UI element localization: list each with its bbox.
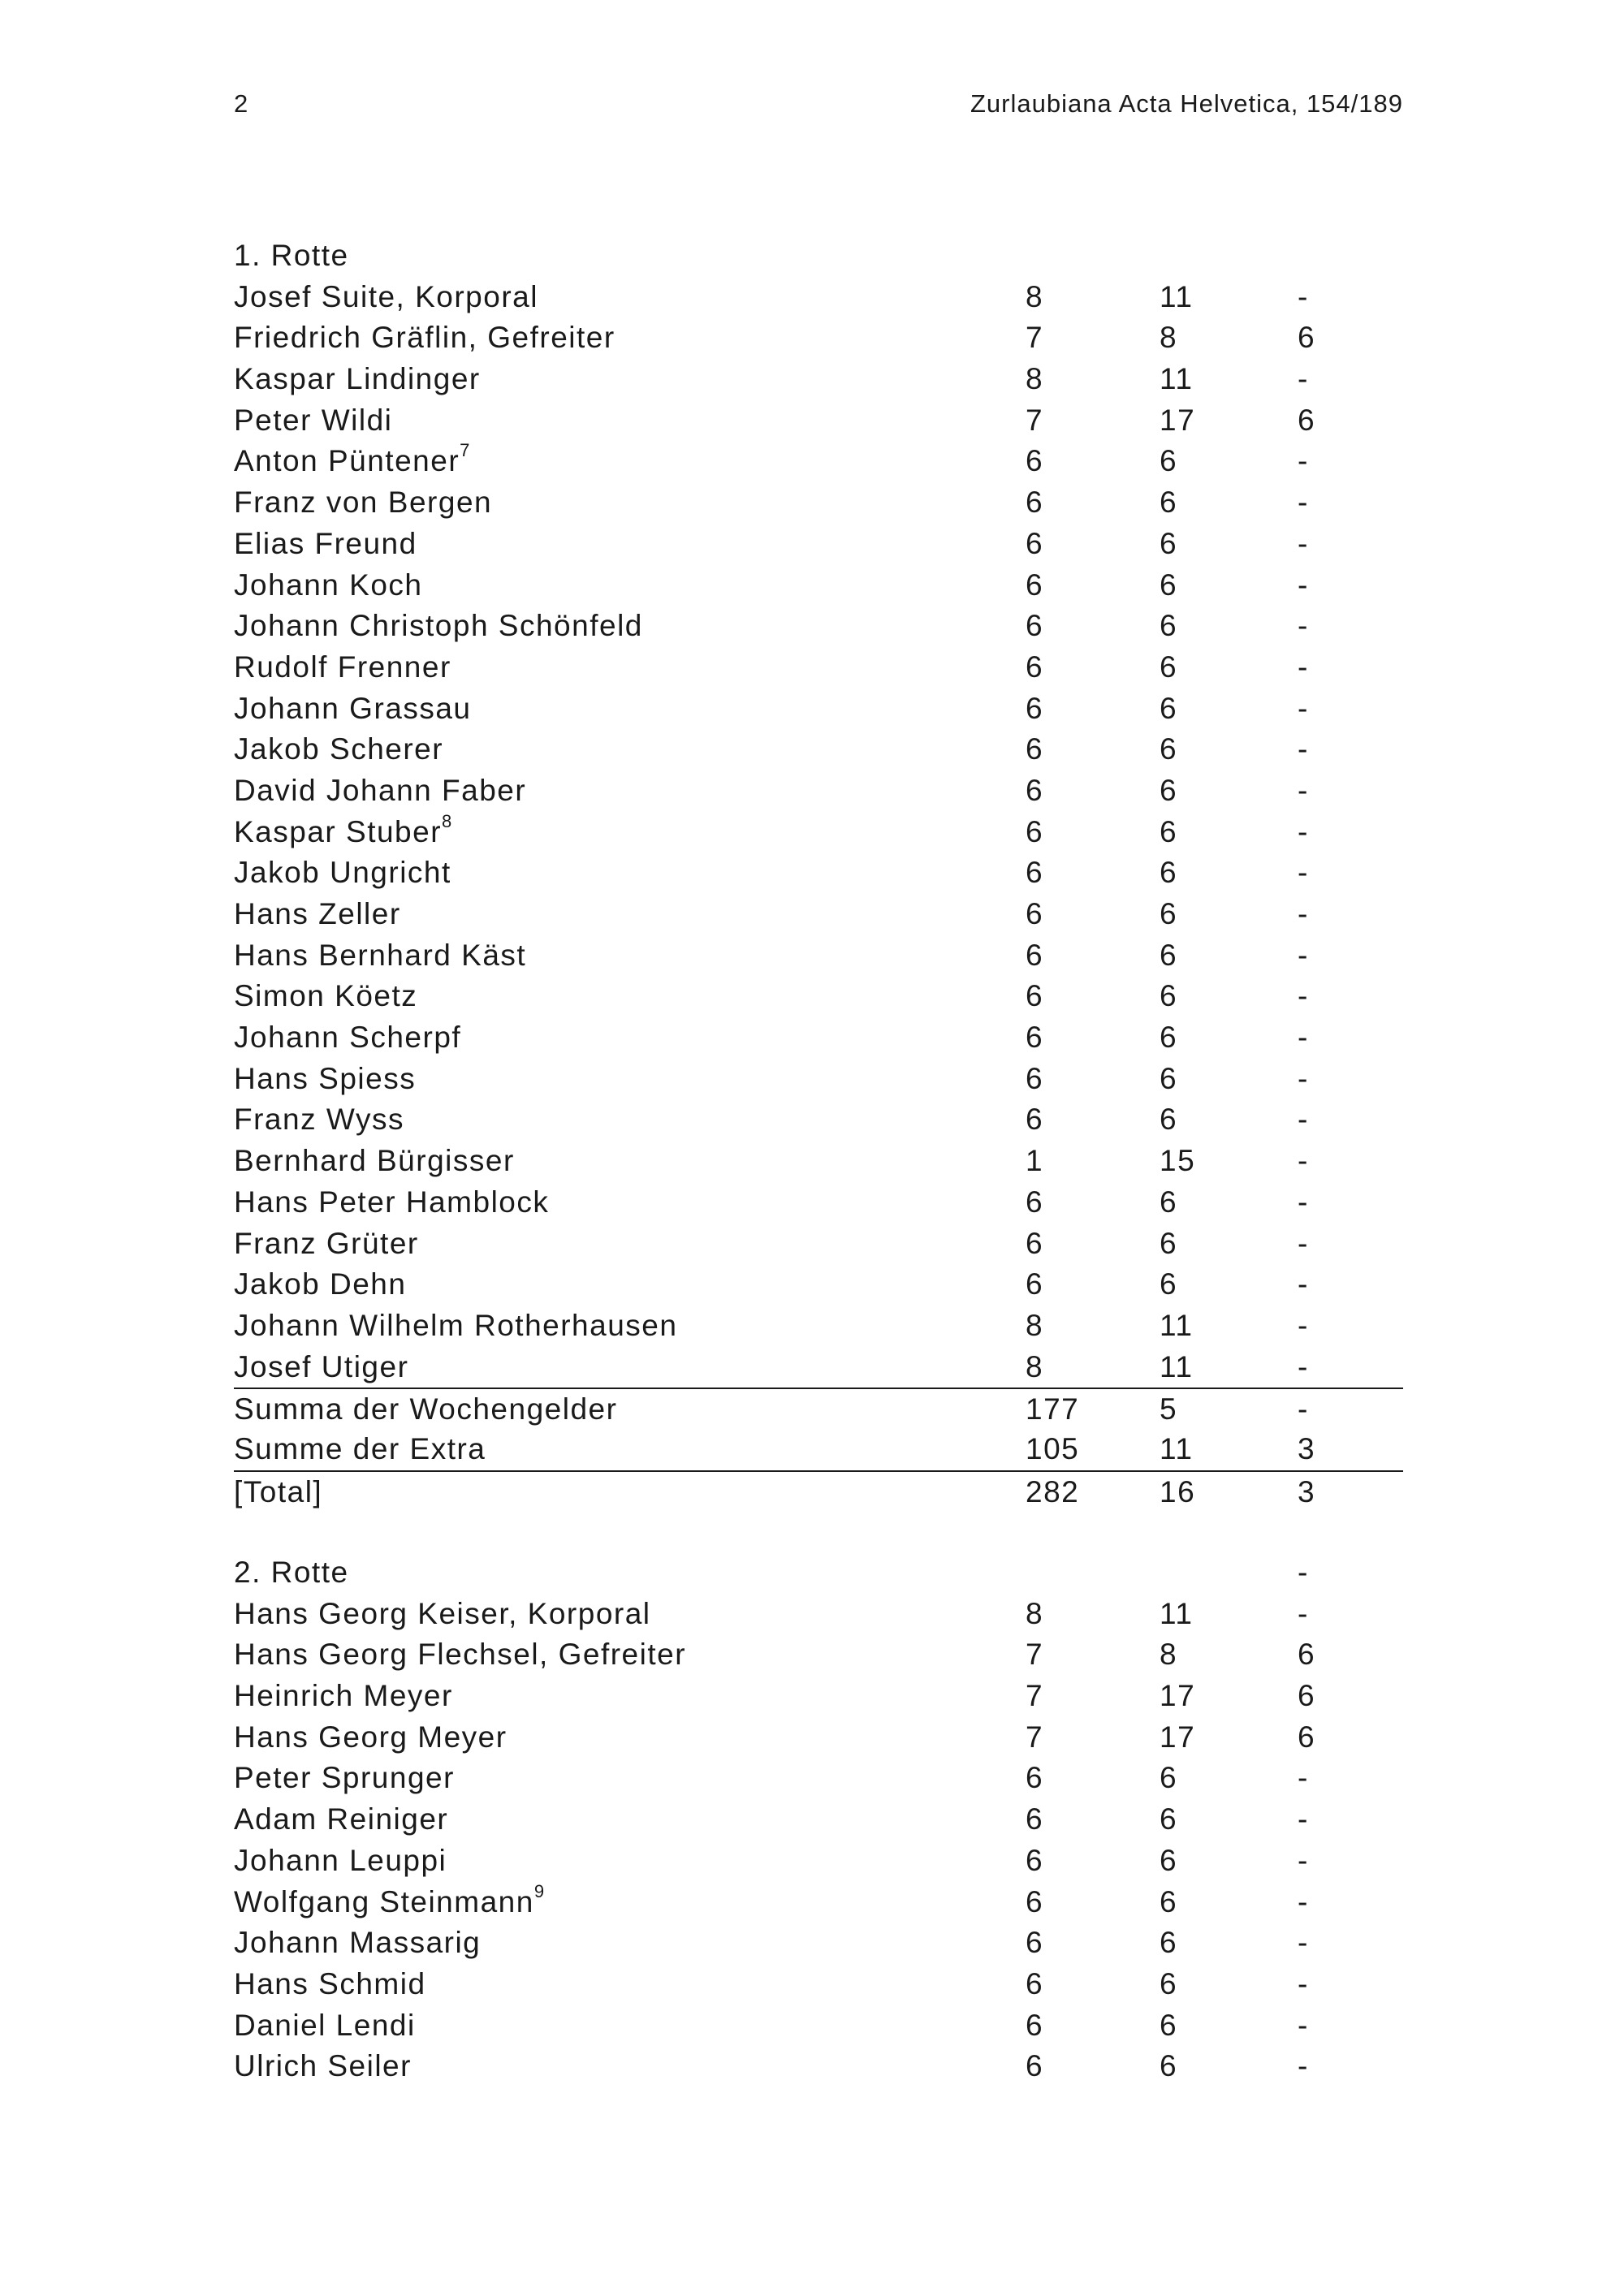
ledger-row <box>234 935 1403 977</box>
person-name-text: Johann Massarig <box>234 1926 482 1960</box>
ledger-row <box>234 1758 1403 1799</box>
value-column-2: 6 <box>1160 773 1178 807</box>
total-column-1: 105 <box>1026 1431 1080 1465</box>
person-name-text: Elias Freund <box>234 526 417 560</box>
value-column-1: 6 <box>1026 1802 1044 1836</box>
person-name-text: Heinrich Meyer <box>234 1679 453 1713</box>
ledger-row <box>234 1882 1403 1923</box>
value-column-1: 6 <box>1026 814 1044 848</box>
ledger-row <box>234 277 1403 318</box>
ledger-row <box>234 1841 1403 1882</box>
value-column-3: 6 <box>1298 1720 1316 1754</box>
value-column-3: - <box>1298 1308 1309 1342</box>
section-heading <box>234 1552 1403 1594</box>
value-column-1: 6 <box>1026 2008 1044 2042</box>
person-name-text: Friedrich Gräflin, Gefreiter <box>234 321 615 355</box>
person-name <box>234 1634 686 1676</box>
value-column-2: 17 <box>1160 403 1196 437</box>
ledger-row <box>234 770 1403 812</box>
footnote-marker: 7 <box>460 440 470 461</box>
value-column-1: 6 <box>1026 732 1044 766</box>
person-name-text: Daniel Lendi <box>234 2008 416 2042</box>
value-column-2: 6 <box>1160 814 1178 848</box>
value-column-3: - <box>1298 1966 1309 2000</box>
value-column-2: 6 <box>1160 444 1178 478</box>
ledger-row <box>234 1676 1403 1717</box>
value-column-1: 8 <box>1026 1596 1044 1630</box>
value-column-3: - <box>1298 444 1309 478</box>
value-column-3: 6 <box>1298 403 1316 437</box>
value-column-1: 7 <box>1026 1679 1044 1713</box>
value-column-1: 6 <box>1026 526 1044 560</box>
ledger-row <box>234 647 1403 688</box>
section-title: 2. Rotte <box>234 1556 349 1589</box>
value-column-3: 6 <box>1298 1638 1316 1672</box>
value-column-1: 6 <box>1026 691 1044 725</box>
person-name <box>234 688 472 730</box>
value-column-3: - <box>1298 650 1309 684</box>
value-column-1: 6 <box>1026 938 1044 972</box>
value-column-1: 6 <box>1026 856 1044 890</box>
ledger-row <box>234 1182 1403 1224</box>
page-header <box>234 89 1403 130</box>
value-column-1: 6 <box>1026 1926 1044 1960</box>
person-name-text: Johann Wilhelm Rotherhausen <box>234 1308 678 1342</box>
person-name-text: Simon Köetz <box>234 979 418 1013</box>
value-column-3: - <box>1298 568 1309 602</box>
total-label: Summe der Extra <box>234 1431 486 1465</box>
total-column-3: - <box>1298 1392 1309 1426</box>
person-name-text: Jakob Scherer <box>234 732 444 766</box>
ledger-row <box>234 729 1403 770</box>
ledger-row <box>234 441 1403 482</box>
value-column-1: 8 <box>1026 279 1044 313</box>
value-column-3: - <box>1298 609 1309 643</box>
person-name-text: Johann Koch <box>234 568 423 602</box>
value-column-3: - <box>1298 773 1309 807</box>
ledger-row <box>234 359 1403 400</box>
ledger-row <box>234 1017 1403 1059</box>
value-column-3: - <box>1298 1926 1309 1960</box>
running-title: Zurlaubiana Acta Helvetica, 154/189 <box>970 89 1403 118</box>
ledger-row <box>234 2005 1403 2047</box>
ledger-row <box>234 1799 1403 1841</box>
value-column-2: 6 <box>1160 1185 1178 1219</box>
value-column-1: 7 <box>1026 1720 1044 1754</box>
person-name-text: Rudolf Frenner <box>234 650 451 684</box>
person-name-text: Johann Scherpf <box>234 1021 462 1055</box>
ledger-row <box>234 2046 1403 2087</box>
value-column-3: - <box>1298 897 1309 930</box>
value-column-2: 6 <box>1160 2008 1178 2042</box>
value-column-3: - <box>1298 486 1309 520</box>
page-number: 2 <box>234 89 249 118</box>
person-name-text: Jakob Ungricht <box>234 856 451 890</box>
value-column-1: 6 <box>1026 1103 1044 1137</box>
value-column-1: 8 <box>1026 362 1044 396</box>
ledger-row <box>234 812 1403 853</box>
value-column-2: 6 <box>1160 486 1178 520</box>
value-column-2: 11 <box>1160 1596 1194 1630</box>
value-column-1: 8 <box>1026 1308 1044 1342</box>
person-name <box>234 1017 461 1059</box>
person-name-text: David Johann Faber <box>234 773 527 807</box>
person-name-text: Johann Leuppi <box>234 1843 447 1877</box>
person-name-text: Hans Bernhard Käst <box>234 938 527 972</box>
total-row <box>234 1388 1403 1429</box>
person-name <box>234 1841 447 1882</box>
value-column-2: 8 <box>1160 1638 1178 1672</box>
person-name <box>234 894 401 935</box>
person-name-text: Josef Suite, Korporal <box>234 279 538 313</box>
value-column-3: - <box>1298 691 1309 725</box>
value-column-2: 6 <box>1160 938 1178 972</box>
value-column-2: 11 <box>1160 279 1194 313</box>
value-column-2: 6 <box>1160 1802 1178 1836</box>
person-name-text: Franz Wyss <box>234 1103 404 1137</box>
section-spacer <box>234 1511 1403 1552</box>
value-column-1: 6 <box>1026 773 1044 807</box>
value-column-2: 6 <box>1160 1761 1178 1795</box>
value-column-2: 6 <box>1160 1966 1178 2000</box>
person-name <box>234 1099 404 1141</box>
person-name-text: Adam Reiniger <box>234 1802 449 1836</box>
value-column-1: 6 <box>1026 979 1044 1013</box>
value-column-3: - <box>1298 1884 1309 1918</box>
value-column-1: 6 <box>1026 1226 1044 1260</box>
value-column-1: 8 <box>1026 1349 1044 1383</box>
value-column-2: 6 <box>1160 856 1178 890</box>
section-heading <box>234 235 1403 277</box>
person-name <box>234 1224 419 1265</box>
total-column-2: 16 <box>1160 1474 1196 1508</box>
value-column-2: 6 <box>1160 1103 1178 1137</box>
value-column-3: - <box>1298 1596 1309 1630</box>
person-name <box>234 1964 426 2005</box>
value-column-3: - <box>1298 1061 1309 1095</box>
person-name <box>234 359 481 400</box>
value-column-3: - <box>1298 1144 1309 1178</box>
ledger-row <box>234 1224 1403 1265</box>
value-column-1: 7 <box>1026 321 1044 355</box>
person-name <box>234 565 423 606</box>
value-column-3: - <box>1298 938 1309 972</box>
ledger-row <box>234 524 1403 565</box>
value-column-1: 6 <box>1026 568 1044 602</box>
total-row <box>234 1470 1403 1512</box>
value-column-1: 6 <box>1026 1761 1044 1795</box>
value-column-1: 6 <box>1026 1966 1044 2000</box>
value-column-1: 6 <box>1026 1843 1044 1877</box>
person-name-text: Josef Utiger <box>234 1349 409 1383</box>
person-name-text: Hans Georg Meyer <box>234 1720 508 1754</box>
person-name <box>234 2046 412 2087</box>
value-column-3: - <box>1298 1802 1309 1836</box>
value-column-3: - <box>1298 1843 1309 1877</box>
person-name <box>234 812 451 853</box>
person-name <box>234 606 643 647</box>
value-column-1: 6 <box>1026 2049 1044 2083</box>
person-name <box>234 277 538 318</box>
ledger-row <box>234 1347 1403 1388</box>
value-column-2: 6 <box>1160 1926 1178 1960</box>
value-column-2: 6 <box>1160 650 1178 684</box>
person-name <box>234 317 615 359</box>
person-name-text: Franz Grüter <box>234 1226 419 1260</box>
value-column-3: - <box>1298 979 1309 1013</box>
value-column-3: - <box>1298 1226 1309 1260</box>
value-column-2: 6 <box>1160 609 1178 643</box>
value-column-1: 6 <box>1026 650 1044 684</box>
total-label: Summa der Wochengelder <box>234 1392 618 1426</box>
person-name-text: Hans Peter Hamblock <box>234 1185 550 1219</box>
ledger-row <box>234 1594 1403 1635</box>
section-heading-mark: - <box>1298 1556 1309 1589</box>
value-column-3: - <box>1298 1185 1309 1219</box>
ledger-row <box>234 1306 1403 1347</box>
person-name <box>234 1923 481 1964</box>
value-column-2: 17 <box>1160 1679 1196 1713</box>
person-name <box>234 729 443 770</box>
value-column-2: 6 <box>1160 526 1178 560</box>
value-column-2: 11 <box>1160 1349 1194 1383</box>
person-name <box>234 1347 408 1388</box>
footnote-marker: 8 <box>442 810 452 831</box>
person-name-text: Hans Schmid <box>234 1966 426 2000</box>
person-name-text: Kaspar Stuber <box>234 814 443 848</box>
total-row <box>234 1429 1403 1470</box>
value-column-3: - <box>1298 526 1309 560</box>
total-column-3: 3 <box>1298 1474 1316 1508</box>
total-column-1: 282 <box>1026 1474 1080 1508</box>
person-name-text: Wolfgang Steinmann <box>234 1884 534 1918</box>
ledger-row <box>234 1964 1403 2005</box>
value-column-1: 6 <box>1026 1185 1044 1219</box>
section-title: 1. Rotte <box>234 239 349 272</box>
ledger-row <box>234 1634 1403 1676</box>
footnote-marker: 9 <box>533 1880 545 1901</box>
value-column-3: - <box>1298 2049 1309 2083</box>
ledger-row <box>234 606 1403 647</box>
person-name <box>234 852 451 894</box>
value-column-1: 7 <box>1026 1638 1044 1672</box>
value-column-3: - <box>1298 1761 1309 1795</box>
person-name <box>234 647 451 688</box>
total-column-2: 11 <box>1160 1431 1194 1465</box>
total-label: [Total] <box>234 1474 323 1508</box>
value-column-3: - <box>1298 279 1309 313</box>
person-name-text: Hans Georg Flechsel, Gefreiter <box>234 1638 687 1672</box>
person-name <box>234 1059 416 1100</box>
ledger-table <box>234 235 1403 2087</box>
ledger-row <box>234 1717 1403 1759</box>
person-name <box>234 1594 651 1635</box>
value-column-1: 6 <box>1026 609 1044 643</box>
person-name-text: Peter Wildi <box>234 403 393 437</box>
person-name-text: Franz von Bergen <box>234 486 493 520</box>
value-column-2: 6 <box>1160 1021 1178 1055</box>
person-name <box>234 482 492 524</box>
person-name-text: Kaspar Lindinger <box>234 362 481 396</box>
value-column-1: 1 <box>1026 1144 1044 1178</box>
person-name <box>234 1882 544 1923</box>
person-name <box>234 400 392 442</box>
value-column-1: 7 <box>1026 403 1044 437</box>
value-column-3: - <box>1298 732 1309 766</box>
person-name <box>234 770 526 812</box>
person-name <box>234 1306 677 1347</box>
value-column-2: 8 <box>1160 321 1178 355</box>
value-column-2: 6 <box>1160 1843 1178 1877</box>
value-column-1: 6 <box>1026 1267 1044 1301</box>
value-column-3: - <box>1298 856 1309 890</box>
value-column-2: 11 <box>1160 1308 1194 1342</box>
person-name-text: Hans Georg Keiser, Korporal <box>234 1596 651 1630</box>
person-name <box>234 524 417 565</box>
value-column-3: - <box>1298 2008 1309 2042</box>
ledger-row <box>234 1264 1403 1306</box>
value-column-2: 6 <box>1160 1884 1178 1918</box>
person-name <box>234 1676 453 1717</box>
person-name <box>234 1264 406 1306</box>
person-name-text: Jakob Dehn <box>234 1267 407 1301</box>
person-name-text: Ulrich Seiler <box>234 2049 412 2083</box>
person-name <box>234 1799 448 1841</box>
person-name <box>234 2005 416 2047</box>
total-column-3: 3 <box>1298 1431 1316 1465</box>
value-column-2: 6 <box>1160 1061 1178 1095</box>
person-name-text: Anton Püntener <box>234 444 460 478</box>
person-name-text: Bernhard Bürgisser <box>234 1144 515 1178</box>
value-column-2: 6 <box>1160 1226 1178 1260</box>
person-name <box>234 1182 549 1224</box>
value-column-3: - <box>1298 1349 1309 1383</box>
value-column-2: 15 <box>1160 1144 1196 1178</box>
person-name-text: Hans Spiess <box>234 1061 417 1095</box>
ledger-row <box>234 1099 1403 1141</box>
person-name <box>234 935 526 977</box>
value-column-2: 17 <box>1160 1720 1196 1754</box>
person-name <box>234 441 469 482</box>
value-column-3: - <box>1298 362 1309 396</box>
value-column-1: 6 <box>1026 1021 1044 1055</box>
value-column-2: 6 <box>1160 2049 1178 2083</box>
value-column-1: 6 <box>1026 444 1044 478</box>
value-column-2: 6 <box>1160 979 1178 1013</box>
person-name-text: Johann Christoph Schönfeld <box>234 609 643 643</box>
ledger-row <box>234 688 1403 730</box>
value-column-2: 6 <box>1160 691 1178 725</box>
value-column-3: - <box>1298 814 1309 848</box>
value-column-2: 6 <box>1160 1267 1178 1301</box>
value-column-3: - <box>1298 1267 1309 1301</box>
person-name-text: Hans Zeller <box>234 897 401 930</box>
value-column-2: 11 <box>1160 362 1194 396</box>
value-column-3: 6 <box>1298 1679 1316 1713</box>
ledger-row <box>234 317 1403 359</box>
person-name <box>234 1717 508 1759</box>
value-column-1: 6 <box>1026 897 1044 930</box>
total-column-2: 5 <box>1160 1392 1178 1426</box>
person-name-text: Johann Grassau <box>234 691 472 725</box>
person-name <box>234 976 417 1017</box>
ledger-row <box>234 976 1403 1017</box>
value-column-1: 6 <box>1026 486 1044 520</box>
ledger-row <box>234 1923 1403 1964</box>
ledger-row <box>234 852 1403 894</box>
value-column-3: - <box>1298 1103 1309 1137</box>
ledger-row <box>234 1059 1403 1100</box>
value-column-1: 6 <box>1026 1061 1044 1095</box>
total-column-1: 177 <box>1026 1392 1080 1426</box>
person-name-text: Peter Sprunger <box>234 1761 455 1795</box>
person-name <box>234 1141 515 1182</box>
person-name <box>234 1758 455 1799</box>
value-column-3: 6 <box>1298 321 1316 355</box>
ledger-row <box>234 400 1403 442</box>
ledger-row <box>234 482 1403 524</box>
ledger-row <box>234 1141 1403 1182</box>
value-column-2: 6 <box>1160 897 1178 930</box>
ledger-row <box>234 565 1403 606</box>
value-column-1: 6 <box>1026 1884 1044 1918</box>
value-column-2: 6 <box>1160 568 1178 602</box>
ledger-row <box>234 894 1403 935</box>
value-column-2: 6 <box>1160 732 1178 766</box>
value-column-3: - <box>1298 1021 1309 1055</box>
